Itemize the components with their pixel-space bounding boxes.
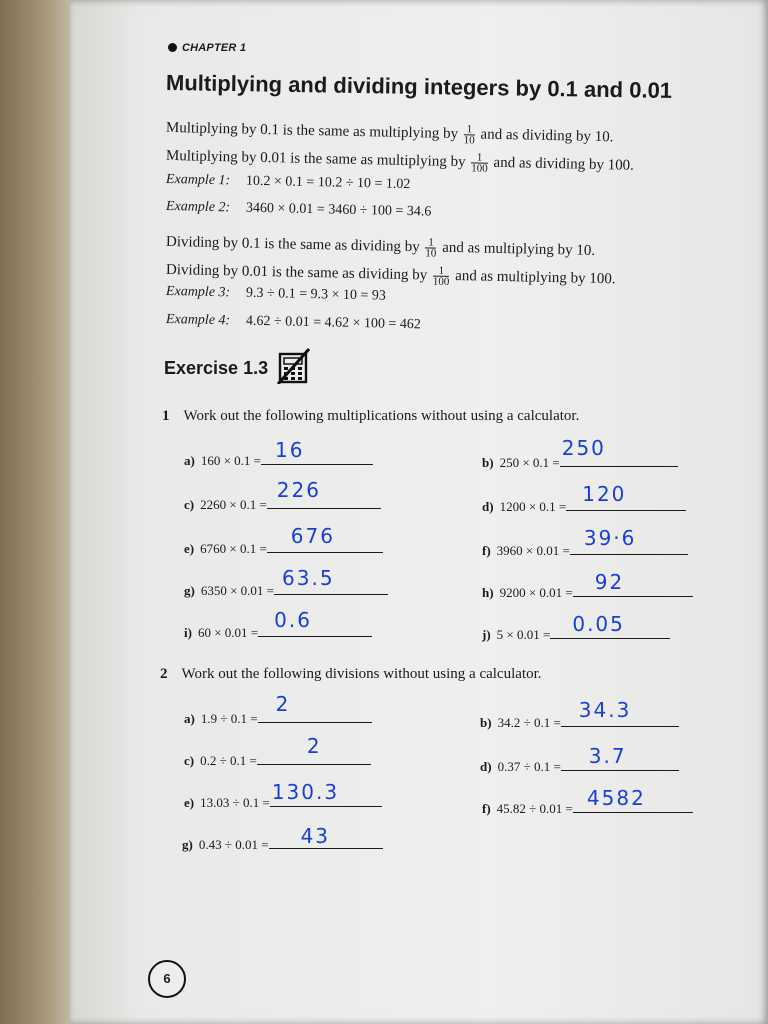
answer-blank[interactable] [267, 524, 383, 553]
answer-blank[interactable] [258, 608, 372, 637]
chapter-label: CHAPTER 1 [168, 42, 246, 54]
q1-item-e: e) 6760 × 0.1 = 676 [184, 538, 383, 557]
handwritten-answer: 226 [276, 478, 321, 502]
q1-item-h: h) 9200 × 0.01 = 92 [482, 582, 693, 601]
q1-item-c: c) 2260 × 0.1 = 226 [184, 494, 381, 513]
q1-item-f: f) 3960 × 0.01 = 39·6 [482, 540, 688, 559]
answer-blank[interactable] [570, 526, 688, 555]
q2-item-g: g) 0.43 ÷ 0.01 = 43 [182, 834, 383, 853]
no-calculator-icon [276, 348, 310, 384]
example-4: Example 4: 4.62 ÷ 0.01 = 4.62 × 100 = 462 [165, 312, 421, 333]
q2-item-d: d) 0.37 ÷ 0.1 = 3.7 [480, 756, 679, 775]
answer-blank[interactable] [561, 744, 679, 771]
fraction: $\frac{1}{10}$ [463, 123, 475, 147]
fraction: $\frac{1}{10}$ [425, 236, 437, 260]
rule-multiply-0.1: Multiplying by 0.1 is the same as multiplying by $\frac{1}{10}$ and as dividing by 10. [165, 119, 614, 147]
page-number: 6 [148, 960, 186, 998]
answer-blank[interactable] [561, 698, 679, 727]
q1-item-d: d) 1200 × 0.1 = 120 [482, 496, 686, 515]
q1-item-a: a) 160 × 0.1 = 16 [184, 450, 373, 469]
book-spine [0, 0, 78, 1024]
answer-blank[interactable] [257, 734, 371, 765]
example-3: Example 3: 9.3 ÷ 0.1 = 9.3 × 10 = 93 [165, 284, 386, 304]
q1-item-j: j) 5 × 0.01 = 0.05 [482, 624, 670, 643]
handwritten-answer: 2 [306, 734, 322, 758]
answer-blank[interactable] [573, 570, 693, 597]
q2-item-f: f) 45.82 ÷ 0.01 = 4582 [482, 798, 693, 817]
handwritten-answer: 43 [300, 824, 331, 848]
handwritten-answer: 130.3 [271, 780, 340, 804]
rule-divide-0.01: Dividing by 0.01 is the same as dividing by $\frac{1}{100}$ and as multiplying by 100. [165, 261, 616, 288]
question-2: 2 Work out the following divisions without using a calculator. [160, 666, 542, 682]
q2-item-a: a) 1.9 ÷ 0.1 = 2 [184, 708, 372, 727]
handwritten-answer: 676 [290, 524, 335, 548]
handwritten-answer: 250 [561, 436, 606, 460]
handwritten-answer: 16 [275, 438, 305, 462]
answer-blank[interactable] [566, 482, 686, 511]
q2-item-c: c) 0.2 ÷ 0.1 = 2 [184, 750, 371, 769]
q1-item-g: g) 6350 × 0.01 = 63.5 [184, 580, 388, 599]
bullet-icon [168, 43, 177, 52]
answer-blank[interactable] [270, 780, 382, 807]
answer-blank[interactable] [573, 786, 693, 813]
handwritten-answer: 0.6 [274, 608, 312, 632]
handwritten-answer: 0.05 [572, 612, 625, 636]
handwritten-answer: 39·6 [583, 526, 637, 550]
answer-blank[interactable] [550, 612, 670, 639]
rule-divide-0.1: Dividing by 0.1 is the same as dividing by $\frac{1}{10}$ and as multiplying by 10. [165, 233, 596, 260]
rule-multiply-0.01: Multiplying by 0.01 is the same as multiplying by $\frac{1}{100}$ and as dividing by 100. [165, 147, 635, 175]
answer-blank[interactable] [274, 566, 388, 595]
example-1: Example 1: 10.2 × 0.1 = 10.2 ÷ 10 = 1.02 [165, 172, 411, 193]
fraction: $\frac{1}{100}$ [471, 151, 488, 175]
handwritten-answer: 2 [275, 692, 291, 716]
answer-blank[interactable] [560, 436, 678, 467]
handwritten-answer: 92 [594, 570, 625, 594]
q2-item-b: b) 34.2 ÷ 0.1 = 34.3 [480, 712, 679, 731]
answer-blank[interactable] [258, 692, 372, 723]
handwritten-answer: 4582 [586, 786, 646, 810]
answer-blank[interactable] [261, 438, 373, 465]
example-2: Example 2: 3460 × 0.01 = 3460 ÷ 100 = 34.6 [165, 199, 432, 220]
fraction: $\frac{1}{100}$ [432, 264, 450, 288]
q2-item-e: e) 13.03 ÷ 0.1 = 130.3 [184, 792, 382, 811]
question-1: 1 Work out the following multiplications without using a calculator. [162, 408, 580, 424]
page-title: Multiplying and dividing integers by 0.1 and 0.01 [165, 70, 673, 103]
handwritten-answer: 34.3 [578, 698, 632, 722]
exercise-heading: Exercise 1.3 [164, 358, 269, 378]
answer-blank[interactable] [267, 478, 381, 509]
handwritten-answer: 120 [582, 482, 627, 506]
handwritten-answer: 63.5 [282, 566, 335, 590]
q1-item-i: i) 60 × 0.01 = 0.6 [184, 622, 372, 641]
answer-blank[interactable] [269, 824, 383, 849]
q1-item-b: b) 250 × 0.1 = 250 [482, 452, 678, 471]
handwritten-answer: 3.7 [588, 744, 627, 768]
